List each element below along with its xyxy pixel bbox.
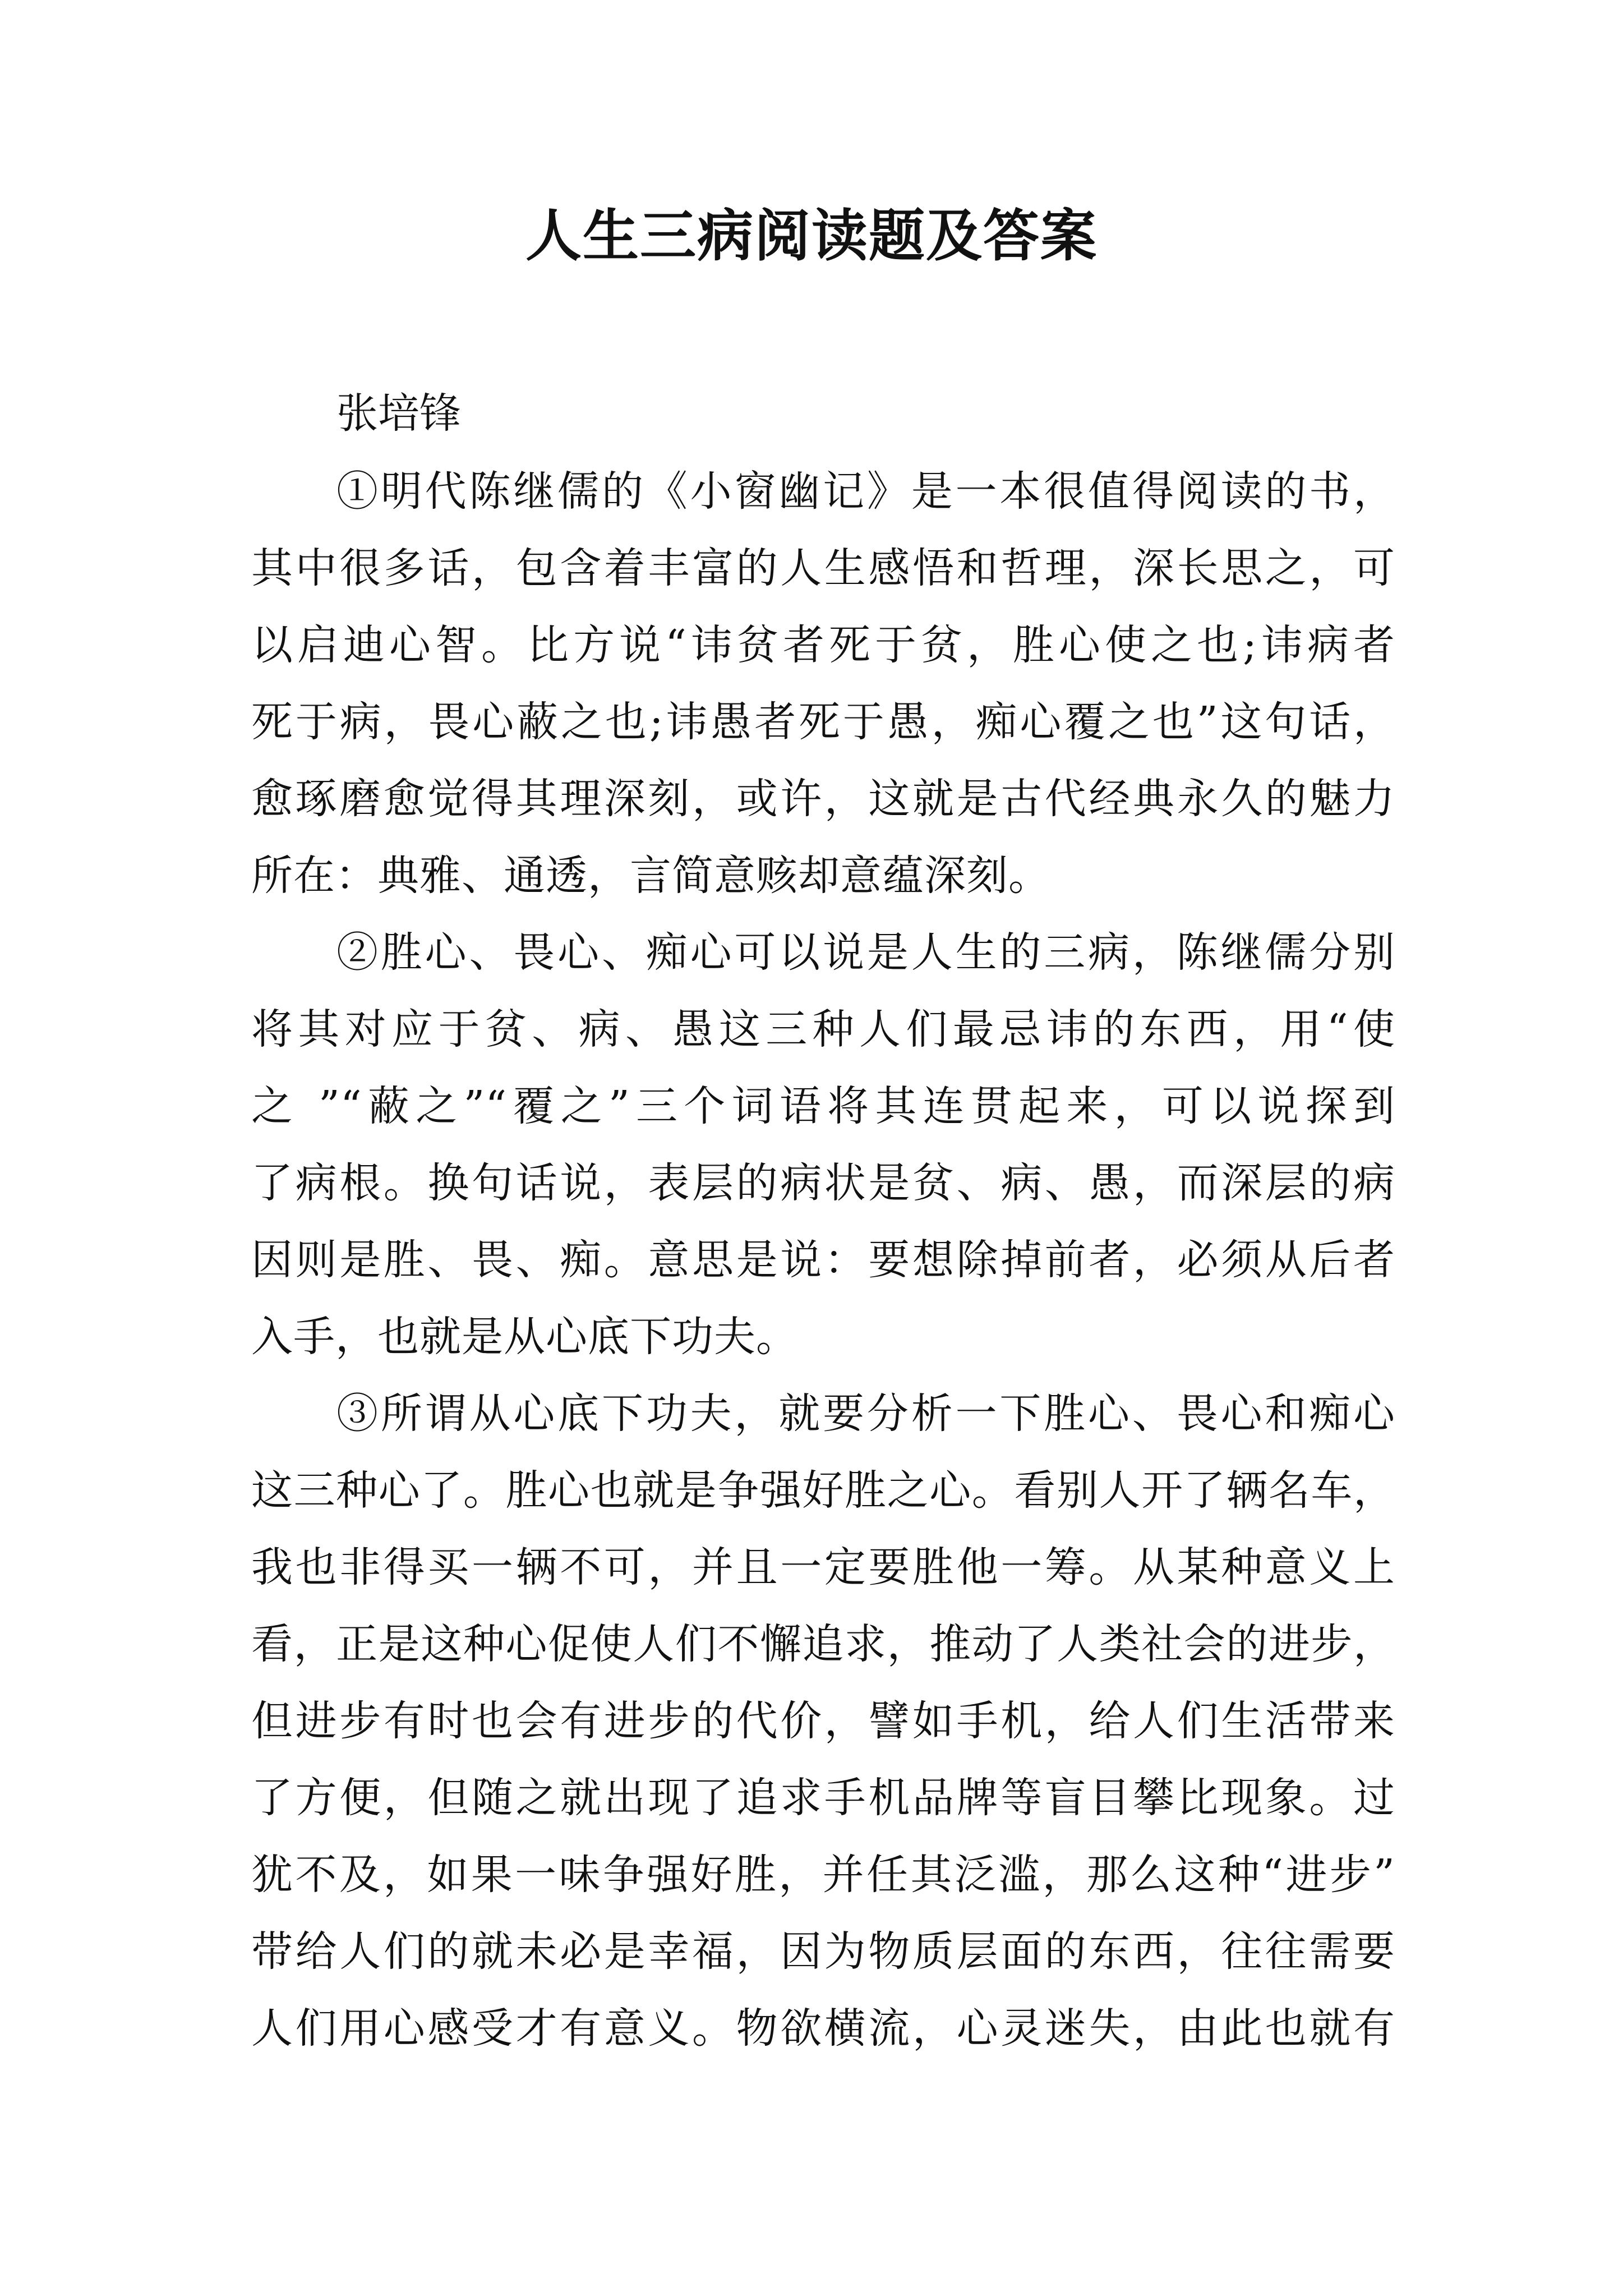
text-line: 因则是胜、畏、痴。意思是说：要想除掉前者，必须从后者 <box>251 1236 1395 1284</box>
text-line: 入手，也就是从心底下功夫。 <box>251 1313 798 1361</box>
text-line: ②胜心、畏心、痴心可以说是人生的三病，陈继儒分别 <box>336 928 1395 977</box>
text-line: 了病根。换句话说，表层的病状是贫、病、愚，而深层的病 <box>251 1159 1395 1207</box>
page-title: 人生三病阅读题及答案 <box>525 203 1098 269</box>
text-line: ③所谓从心底下功夫，就要分析一下胜心、畏心和痴心 <box>336 1389 1395 1438</box>
text-line: 将其对应于贫、病、愚这三种人们最忌讳的东西，用“使 <box>251 1005 1395 1053</box>
text-line: 犹不及，如果一味争强好胜，并任其泛滥，那么这种“进步” <box>251 1851 1395 1899</box>
text-line: 之 ”“蔽之”“覆之”三个词语将其连贯起来，可以说探到 <box>251 1082 1395 1130</box>
text-line: 但进步有时也会有进步的代价，譬如手机，给人们生活带来 <box>251 1697 1395 1745</box>
text-line: 看，正是这种心促使人们不懈追求，推动了人类社会的进步， <box>251 1620 1395 1668</box>
text-line: 这三种心了。胜心也就是争强好胜之心。看别人开了辆名车， <box>251 1466 1395 1515</box>
text-line: 了方便，但随之就出现了追求手机品牌等盲目攀比现象。过 <box>251 1774 1395 1822</box>
article-body <box>251 453 1395 2067</box>
author-name: 张培锋 <box>336 389 461 438</box>
text-line: 其中很多话，包含着丰富的人生感悟和哲理，深长思之，可 <box>251 544 1395 592</box>
text-line: 以启迪心智。比方说“讳贫者死于贫，胜心使之也;讳病者 <box>251 621 1395 669</box>
text-line: 带给人们的就未必是幸福，因为物质层面的东西，往往需要 <box>251 1927 1395 1976</box>
text-line: 愈琢磨愈觉得其理深刻，或许，这就是古代经典永久的魅力 <box>251 775 1395 823</box>
text-line: 死于病，畏心蔽之也;讳愚者死于愚，痴心覆之也”这句话， <box>251 698 1395 746</box>
text-line: 人们用心感受才有意义。物欲横流，心灵迷失，由此也就有 <box>251 2004 1395 2053</box>
text-line: 我也非得买一辆不可，并且一定要胜他一筹。从某种意义上 <box>251 1543 1395 1591</box>
text-line: 所在：典雅、通透，言简意赅却意蕴深刻。 <box>251 852 1050 900</box>
text-line: ①明代陈继儒的《小窗幽记》是一本很值得阅读的书， <box>336 467 1395 516</box>
